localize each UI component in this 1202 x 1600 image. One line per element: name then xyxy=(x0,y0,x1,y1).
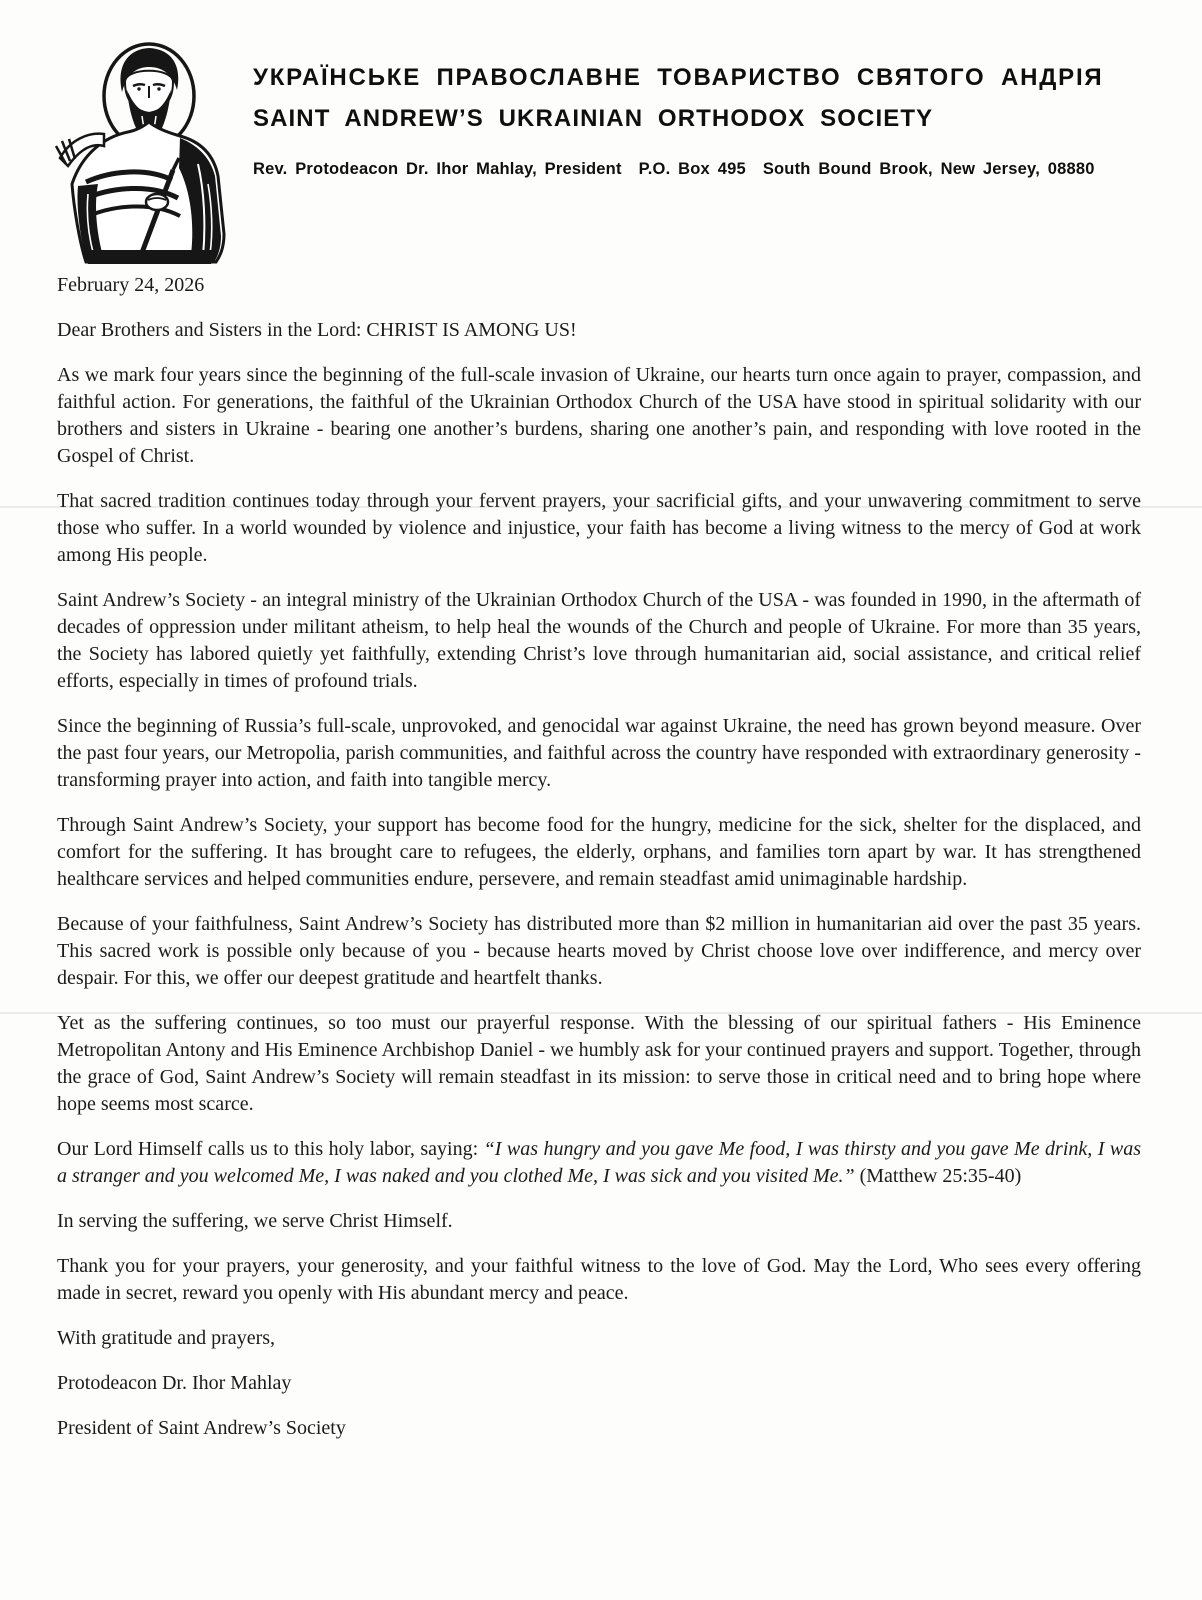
closing: With gratitude and prayers, xyxy=(57,1327,276,1349)
paragraph-society-history: Saint Andrew’s Society - an integral ministry of the Ukrainian Orthodox Church of the USA - was founded in 1990, in the aftermath of decades of oppression under militant atheism, to help heal the wounds of the Church and people of Ukraine. For more than 35 years, the Society has labored quietly yet faithfully, extending Christ’s love through humanitarian aid, social assistance, and critical relief efforts, especially in times of profound trials. xyxy=(57,589,1141,692)
paragraph-serving-christ: In serving the suffering, we serve Christ Himself. xyxy=(57,1210,453,1232)
letterhead xyxy=(253,64,1145,179)
org-name-english: SAINT ANDREW’S UKRAINIAN ORTHODOX SOCIETY xyxy=(253,105,934,132)
org-name-ukrainian: УКРАЇНСЬКЕ ПРАВОСЛАВНЕ ТОВАРИСТВО СВЯТОГО АНДРІЯ xyxy=(253,64,1104,91)
paragraph-continued-prayers: Yet as the suffering continues, so too must our prayerful response. With the blessing of our spiritual fathers - His Eminence Metropolitan Antony and His Eminence Archbishop Daniel - we humbly ask for your continued prayers and support. Together, through the grace of God, Saint Andrew’s Society will remain steadfast in its mission: to serve those in critical need and to bring hope where hope seems most scarce. xyxy=(57,1012,1141,1115)
quote-text: “I was hungry and you gave Me food, I was thirsty and you gave Me drink, I was a stranger and you welcomed Me, I was naked and you clothed Me, I was sick and you visited Me.” xyxy=(57,1138,1141,1187)
paragraph-scripture-quote xyxy=(57,1136,1141,1190)
signature-title: President of Saint Andrew’s Society xyxy=(57,1417,346,1439)
signature-name: Protodeacon Dr. Ihor Mahlay xyxy=(57,1372,292,1394)
contact-president: Rev. Protodeacon Dr. Ihor Mahlay, President xyxy=(253,160,622,178)
contact-po-box: P.O. Box 495 xyxy=(638,160,746,178)
saint-andrew-icon xyxy=(52,34,236,264)
quote-citation: (Matthew 25:35-40) xyxy=(854,1165,1022,1187)
contact-city-state-zip: South Bound Brook, New Jersey, 08880 xyxy=(762,160,1095,178)
letter-body xyxy=(57,272,1141,1460)
paragraph-invasion-anniversary: As we mark four years since the beginning of the full-scale invasion of Ukraine, our hearts turn once again to prayer, compassion, and faithful action. For generations, the faithful of the Ukrainian Orthodox Church of the USA have stood in spiritual solidarity with our brothers and sisters in Ukraine - bearing one another’s burdens, sharing one another’s pain, and responding with love rooted in the Gospel of Christ. xyxy=(57,364,1141,467)
paragraph-sacred-tradition: That sacred tradition continues today through your fervent prayers, your sacrificial gifts, and your unwavering commitment to serve those who suffer. In a world wounded by violence and injustice, your faith has become a living witness to the mercy of God at work among His people. xyxy=(57,490,1141,566)
paragraph-support-impact: Through Saint Andrew’s Society, your support has become food for the hungry, medicine for the sick, shelter for the displaced, and comfort for the suffering. It has brought care to refugees, the elderly, orphans, and families torn apart by war. It has strengthened healthcare services and helped communities endure, persevere, and remain steadfast amid unimaginable hardship. xyxy=(57,814,1141,890)
letter-date: February 24, 2026 xyxy=(57,274,205,296)
salutation: Dear Brothers and Sisters in the Lord: CHRIST IS AMONG US! xyxy=(57,319,577,341)
paragraph-faithfulness-donations: Because of your faithfulness, Saint Andrew’s Society has distributed more than $2 million in humanitarian aid over the past 35 years. This sacred work is possible only because of you - because hearts moved by Christ choose love over indifference, and mercy over despair. For this, we offer our deepest gratitude and heartfelt thanks. xyxy=(57,913,1141,989)
contact-line xyxy=(253,159,1145,179)
paragraph-thank-you: Thank you for your prayers, your generosity, and your faithful witness to the love of God. May the Lord, Who sees every offering made in secret, reward you openly with His abundant mercy and peace. xyxy=(57,1255,1141,1304)
quote-prefix: Our Lord Himself calls us to this holy labor, saying: xyxy=(57,1138,484,1160)
paragraph-war-need: Since the beginning of Russia’s full-scale, unprovoked, and genocidal war against Ukraine, the need has grown beyond measure. Over the past four years, our Metropolia, parish communities, and faithful across the country have responded with extraordinary generosity - transforming prayer into action, and faith into tangible mercy. xyxy=(57,715,1141,791)
